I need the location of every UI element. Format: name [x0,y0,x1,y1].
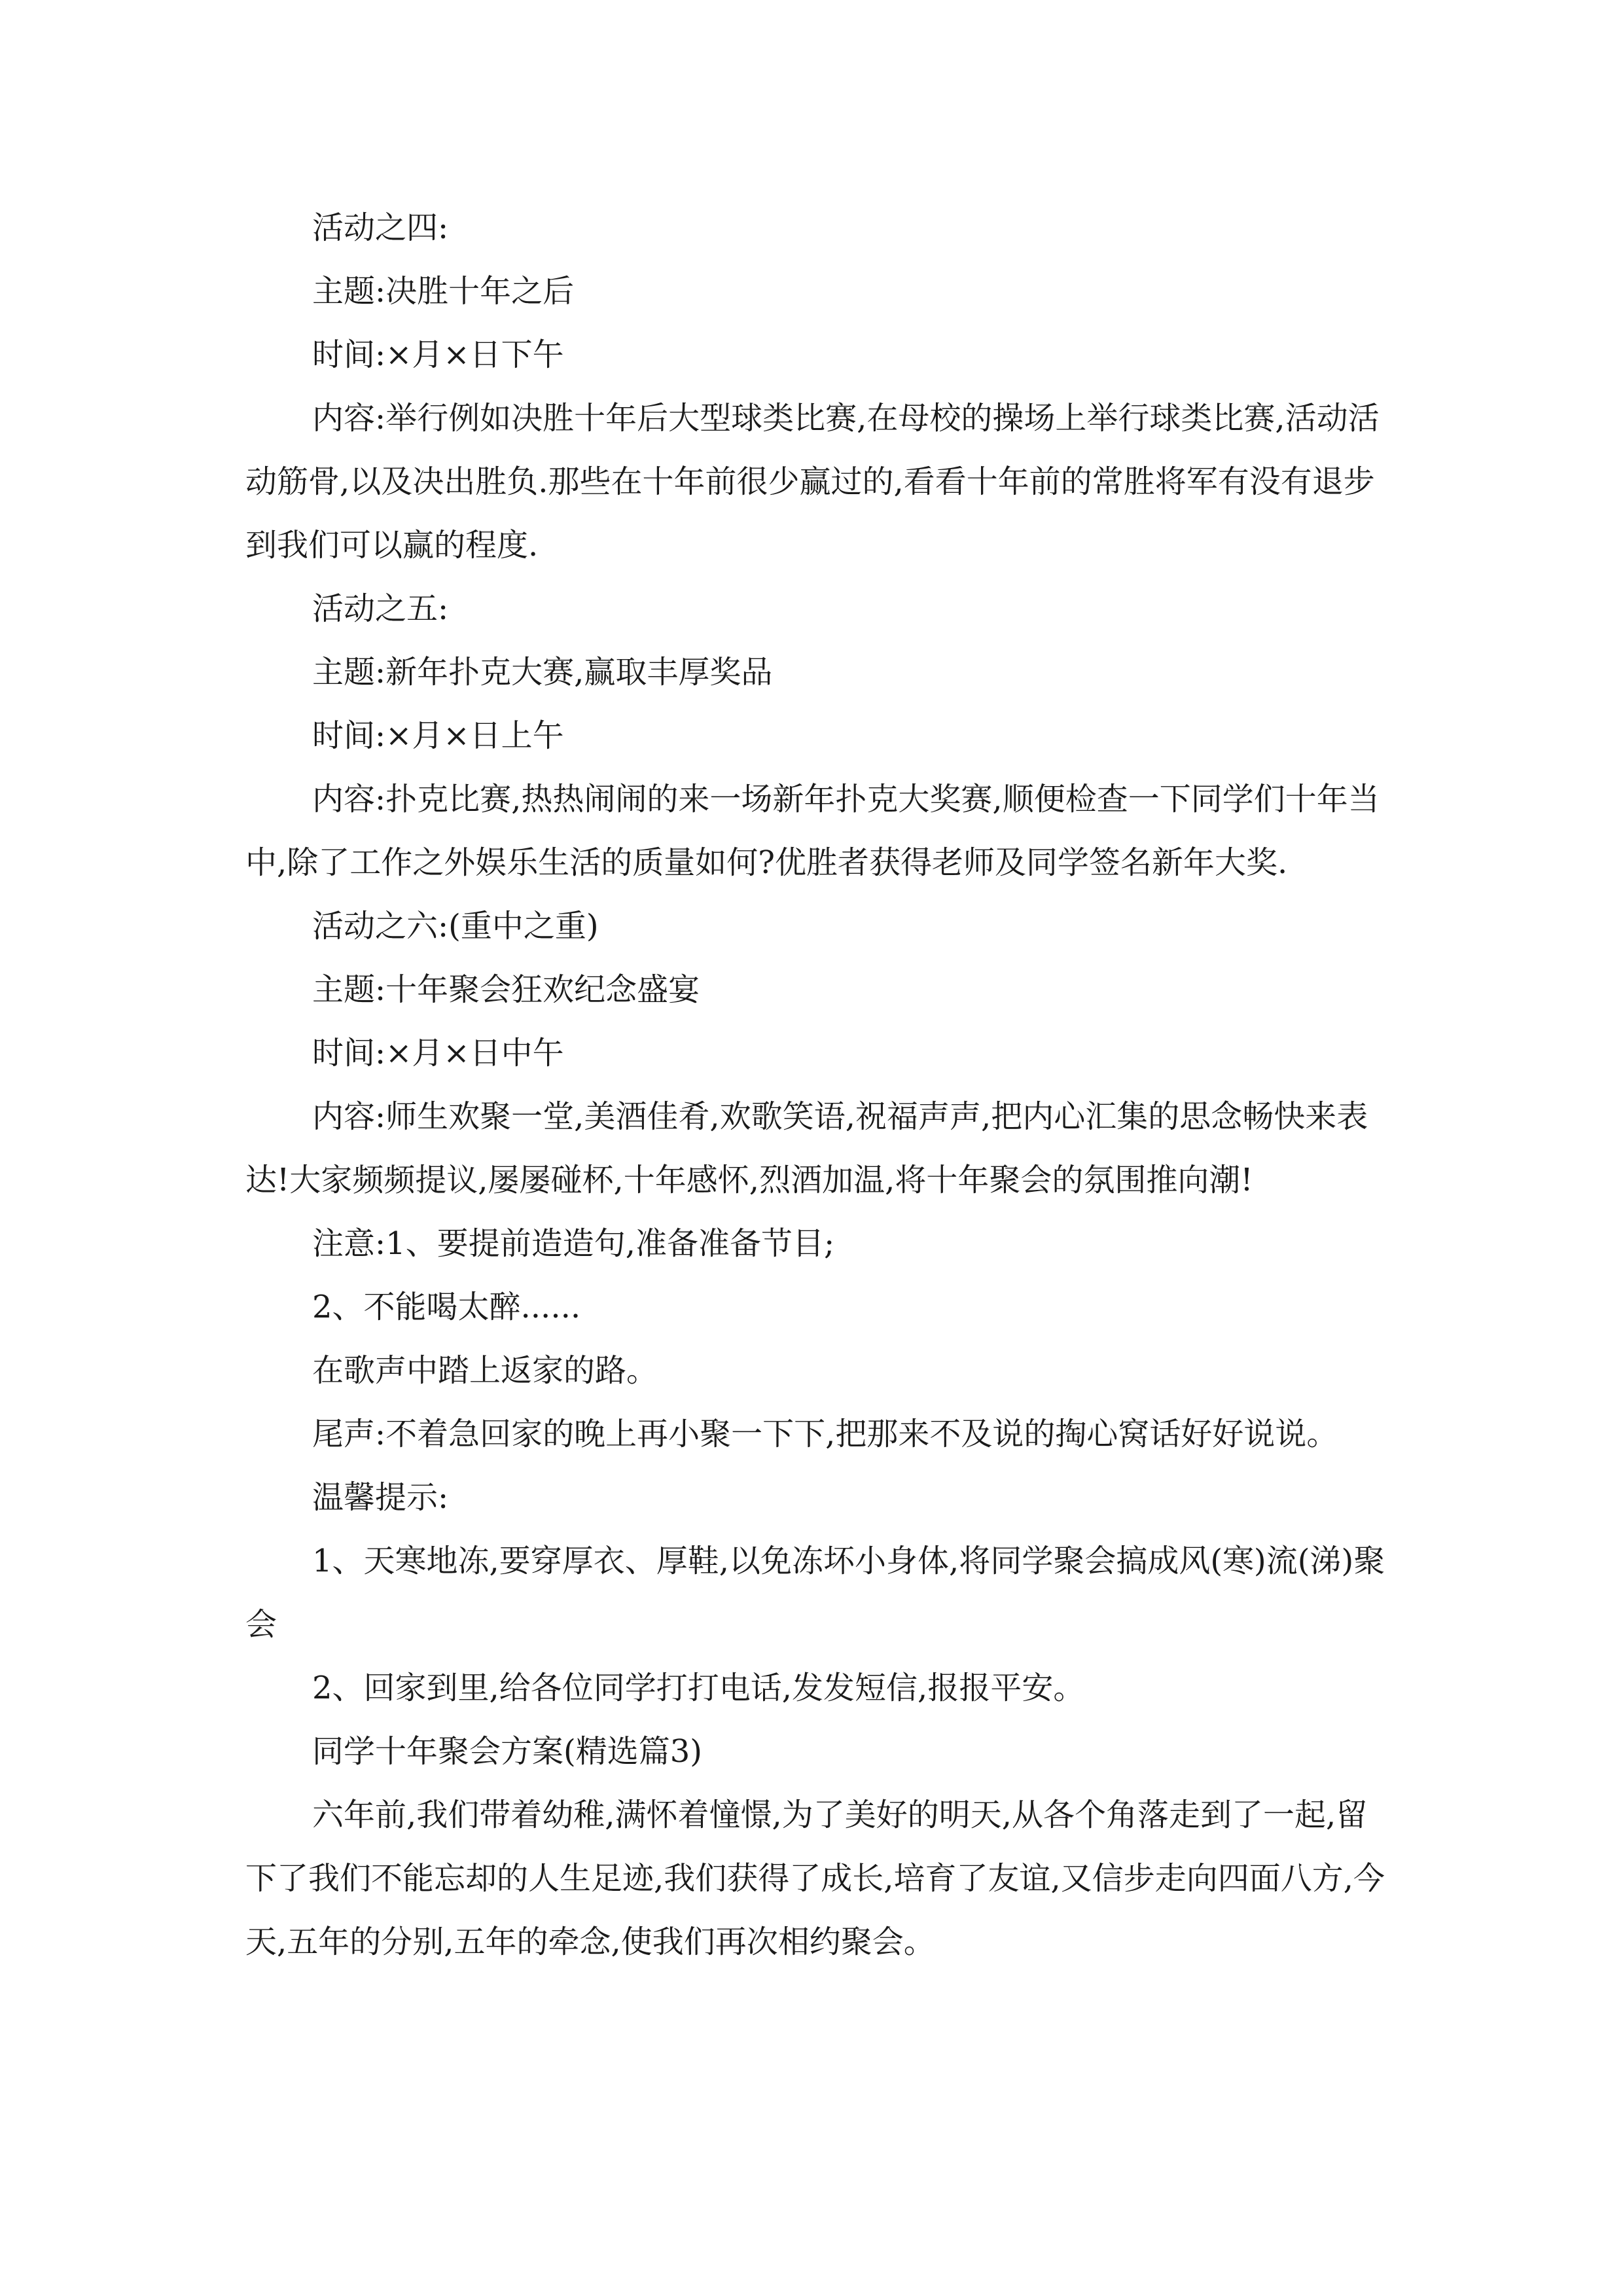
paragraph-return-home: 在歌声中踏上返家的路。 [312,1352,658,1389]
paragraph-activity-4-time: 时间:×月×日下午 [312,336,564,373]
paragraph-note-1: 注意:1、要提前造造句,准备准备节目; [312,1225,835,1262]
paragraph-activity-5-heading: 活动之五: [312,590,449,627]
section-title-plan-3: 同学十年聚会方案(精选篇3) [312,1733,702,1770]
paragraph-tip-1: 1、天寒地冻,要穿厚衣、厚鞋,以免冻坏小身体,将同学聚会搞成风(寒)流(涕)聚会 [245,1543,1385,1643]
paragraph-activity-4-heading: 活动之四: [312,209,449,246]
paragraph-tip-2: 2、回家到里,给各位同学打打电话,发发短信,报报平安。 [312,1670,1085,1706]
paragraph-note-2: 2、不能喝太醉...... [312,1289,581,1325]
paragraph-activity-6-theme: 主题:十年聚会狂欢纪念盛宴 [312,971,700,1008]
paragraph-activity-4-content: 内容:举行例如决胜十年后大型球类比赛,在母校的操场上举行球类比赛,活动活动筋骨,以及决出胜负.那些在十年前很少赢过的,看看十年前的常胜将军有没有退步到我们可以赢的程度. [245,400,1380,564]
document-body [245,196,1391,1974]
paragraph-epilogue: 尾声:不着急回家的晚上再小聚一下下,把那来不及说的掏心窝话好好说说。 [312,1416,1338,1452]
paragraph-tips-heading: 温馨提示: [312,1479,449,1516]
paragraph-activity-5-theme: 主题:新年扑克大赛,赢取丰厚奖品 [312,654,773,691]
paragraph-activity-4-theme: 主题:决胜十年之后 [312,273,575,310]
paragraph-activity-6-content: 内容:师生欢聚一堂,美酒佳肴,欢歌笑语,祝福声声,把内心汇集的思念畅快来表达!大家频频提议,屡屡碰杯,十年感怀,烈酒加温,将十年聚会的氛围推向潮! [245,1098,1368,1198]
paragraph-plan-3-intro: 六年前,我们带着幼稚,满怀着憧憬,为了美好的明天,从各个角落走到了一起,留下了我们不能忘却的人生足迹,我们获得了成长,培育了友谊,又信步走向四面八方,今天,五年的分别,五年的牵念,使我们再次相约聚会。 [245,1797,1385,1960]
paragraph-activity-5-time: 时间:×月×日上午 [312,717,564,754]
paragraph-activity-6-time: 时间:×月×日中午 [312,1035,564,1071]
paragraph-activity-5-content: 内容:扑克比赛,热热闹闹的来一场新年扑克大奖赛,顺便检查一下同学们十年当中,除了工作之外娱乐生活的质量如何?优胜者获得老师及同学签名新年大奖. [245,781,1380,881]
paragraph-activity-6-heading: 活动之六:(重中之重) [312,908,599,944]
